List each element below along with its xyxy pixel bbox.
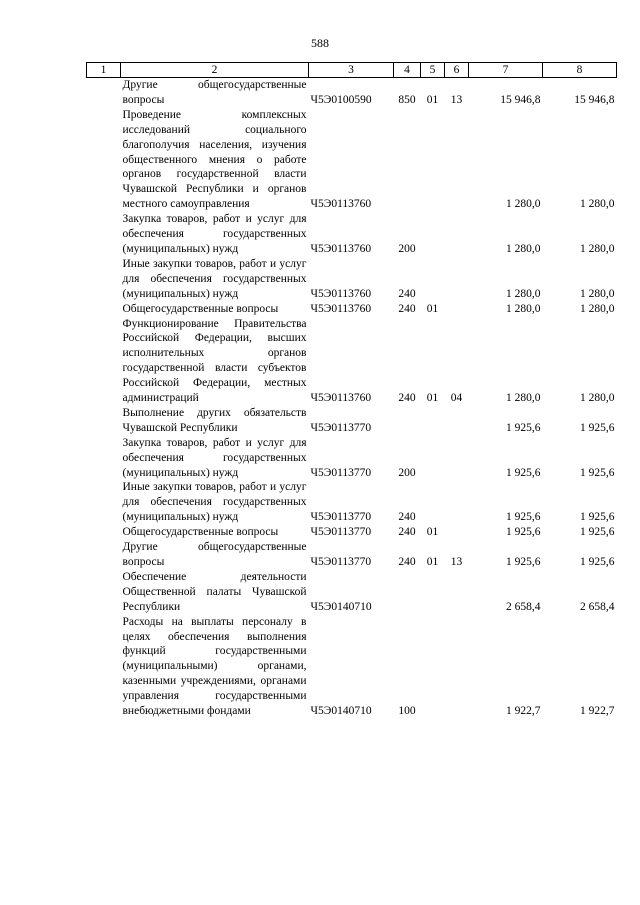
cell-sum-1: 1 280,0	[506, 242, 541, 255]
cell-rz	[421, 406, 445, 436]
column-header-3: 3	[309, 63, 394, 78]
cell-sum-1: 1 280,0	[506, 392, 541, 405]
cell-rz	[421, 436, 445, 481]
table-row	[87, 615, 617, 719]
cell-sum-2: 1 280,0	[580, 302, 615, 315]
cell-index	[87, 540, 121, 570]
cell-sum-2: 15 946,8	[574, 93, 615, 106]
cell-pr	[445, 525, 469, 540]
cell-index	[87, 108, 121, 212]
cell-name: Выполнение других обязательств Чувашской Республики	[122, 406, 307, 434]
table-row	[87, 480, 617, 525]
table-row	[87, 406, 617, 436]
cell-name: Общегосударственные вопросы	[122, 526, 279, 539]
cell-sum-2: 1 280,0	[580, 198, 615, 211]
cell-sum-2: 1 925,6	[580, 526, 615, 539]
cell-index	[87, 317, 121, 406]
cell-sum-2: 2 658,4	[580, 600, 615, 613]
cell-index	[87, 436, 121, 481]
cell-csr: Ч5Э0113760	[310, 242, 372, 255]
cell-vr: 200	[398, 466, 416, 479]
cell-sum-2: 1 922,7	[580, 705, 615, 718]
cell-pr	[445, 302, 469, 317]
cell-csr: Ч5Э0113760	[310, 392, 372, 405]
cell-csr: Ч5Э0140710	[310, 600, 372, 613]
cell-sum-1: 1 925,6	[506, 526, 541, 539]
cell-csr: Ч5Э0140710	[310, 705, 372, 718]
cell-csr: Ч5Э0113770	[310, 556, 372, 568]
cell-pr	[445, 480, 469, 525]
cell-name: Другие общегосударственные вопросы	[122, 541, 307, 568]
column-header-4: 4	[394, 63, 421, 78]
cell-csr: Ч5Э0113760	[310, 302, 372, 315]
cell-csr: Ч5Э0113760	[310, 287, 372, 300]
table-row	[87, 108, 617, 212]
page-number: 588	[311, 36, 329, 50]
cell-sum-1: 1 925,6	[506, 466, 541, 479]
cell-rz: 01	[426, 93, 439, 106]
cell-sum-2: 1 280,0	[580, 392, 615, 405]
cell-rz: 01	[426, 526, 439, 539]
cell-index	[87, 615, 121, 719]
table-row	[87, 317, 617, 406]
cell-rz	[421, 480, 445, 525]
cell-index	[87, 257, 121, 302]
cell-vr: 240	[398, 511, 416, 524]
column-header-1: 1	[87, 63, 121, 78]
cell-csr: Ч5Э0113770	[310, 511, 372, 524]
cell-rz	[421, 257, 445, 302]
cell-sum-1: 1 925,6	[506, 421, 541, 434]
cell-index	[87, 525, 121, 540]
table-row	[87, 525, 617, 540]
cell-sum-1: 1 925,6	[506, 556, 541, 568]
cell-sum-2: 1 925,6	[580, 466, 615, 479]
table-row	[87, 212, 617, 257]
cell-rz: 01	[426, 556, 439, 568]
cell-pr: 13	[450, 93, 463, 106]
cell-pr	[445, 570, 469, 615]
cell-rz: 01	[426, 392, 439, 405]
cell-sum-1: 15 946,8	[500, 93, 541, 106]
cell-csr: Ч5Э0100590	[310, 93, 372, 106]
cell-index	[87, 480, 121, 525]
cell-sum-1: 1 925,6	[506, 511, 541, 524]
cell-rz	[421, 615, 445, 719]
cell-sum-1: 1 922,7	[506, 705, 541, 718]
cell-pr	[445, 212, 469, 257]
cell-sum-2: 1 925,6	[580, 421, 615, 434]
cell-name: Проведение комплексных исследований социального благополучия населения, изучения общественного мнения о работе органов государственной власти Чувашской Республики и органов местного самоуправления	[122, 108, 307, 211]
cell-csr: Ч5Э0113770	[310, 526, 372, 539]
cell-pr	[445, 257, 469, 302]
cell-vr: 240	[398, 302, 416, 315]
cell-index	[87, 406, 121, 436]
cell-pr	[445, 108, 469, 212]
cell-rz	[421, 212, 445, 257]
cell-sum-1: 1 280,0	[506, 302, 541, 315]
cell-index	[87, 212, 121, 257]
cell-rz: 01	[426, 302, 439, 315]
cell-pr: 04	[450, 392, 463, 405]
cell-vr: 240	[398, 392, 416, 405]
table-body	[87, 78, 617, 719]
cell-csr: Ч5Э0113770	[310, 466, 372, 479]
cell-sum-1: 2 658,4	[506, 600, 541, 613]
cell-rz	[421, 570, 445, 615]
cell-vr	[394, 108, 421, 212]
cell-index	[87, 78, 121, 108]
cell-sum-2: 1 925,6	[580, 556, 615, 568]
table-row	[87, 436, 617, 481]
table-row	[87, 302, 617, 317]
cell-csr: Ч5Э0113770	[310, 421, 372, 434]
cell-index	[87, 302, 121, 317]
cell-name: Закупка товаров, работ и услуг для обеспечения государственных (муниципальных) нужд	[122, 213, 307, 255]
cell-sum-2: 1 925,6	[580, 511, 615, 524]
cell-name: Иные закупки товаров, работ и услуг для обеспечения государственных (муниципальных) нужд	[122, 257, 307, 300]
cell-sum-2: 1 280,0	[580, 287, 615, 300]
cell-vr: 240	[398, 526, 416, 539]
cell-pr: 13	[450, 556, 463, 568]
table-header	[87, 63, 617, 78]
cell-sum-2: 1 280,0	[580, 242, 615, 255]
cell-pr	[445, 615, 469, 719]
cell-name: Иные закупки товаров, работ и услуг для обеспечения государственных (муниципальных) нужд	[122, 481, 307, 524]
column-header-2: 2	[121, 63, 309, 78]
table-row	[87, 78, 617, 108]
budget-table	[86, 62, 617, 719]
cell-vr: 240	[398, 556, 416, 568]
cell-pr	[445, 436, 469, 481]
table-row	[87, 570, 617, 615]
cell-vr: 240	[398, 287, 416, 300]
cell-name: Обеспечение деятельности Общественной палаты Чувашской Республики	[122, 570, 307, 613]
cell-rz	[421, 108, 445, 212]
column-header-5: 5	[421, 63, 445, 78]
cell-name: Общегосударственные вопросы	[122, 302, 279, 315]
cell-vr	[394, 406, 421, 436]
cell-vr: 200	[398, 242, 416, 255]
cell-sum-1: 1 280,0	[506, 287, 541, 300]
cell-pr	[445, 406, 469, 436]
cell-name: Закупка товаров, работ и услуг для обеспечения государственных (муниципальных) нужд	[122, 436, 307, 479]
cell-index	[87, 570, 121, 615]
cell-vr	[394, 570, 421, 615]
column-header-6: 6	[445, 63, 469, 78]
cell-name: Другие общегосударственные вопросы	[122, 79, 307, 106]
cell-name: Расходы на выплаты персоналу в целях обеспечения выполнения функций государственными (муниципальными) органами, казенными учреждениями, органами управления государственными внебюджетными фондами	[122, 615, 307, 718]
column-header-8: 8	[543, 63, 617, 78]
cell-vr: 100	[398, 705, 416, 718]
cell-vr: 850	[398, 93, 416, 106]
column-header-7: 7	[469, 63, 543, 78]
table-row	[87, 540, 617, 570]
cell-csr: Ч5Э0113760	[310, 198, 372, 211]
cell-name: Функционирование Правительства Российской Федерации, высших исполнительных органов государственной власти субъектов Российской Федерации, местных администраций	[122, 317, 307, 405]
table-row	[87, 257, 617, 302]
cell-sum-1: 1 280,0	[506, 198, 541, 211]
